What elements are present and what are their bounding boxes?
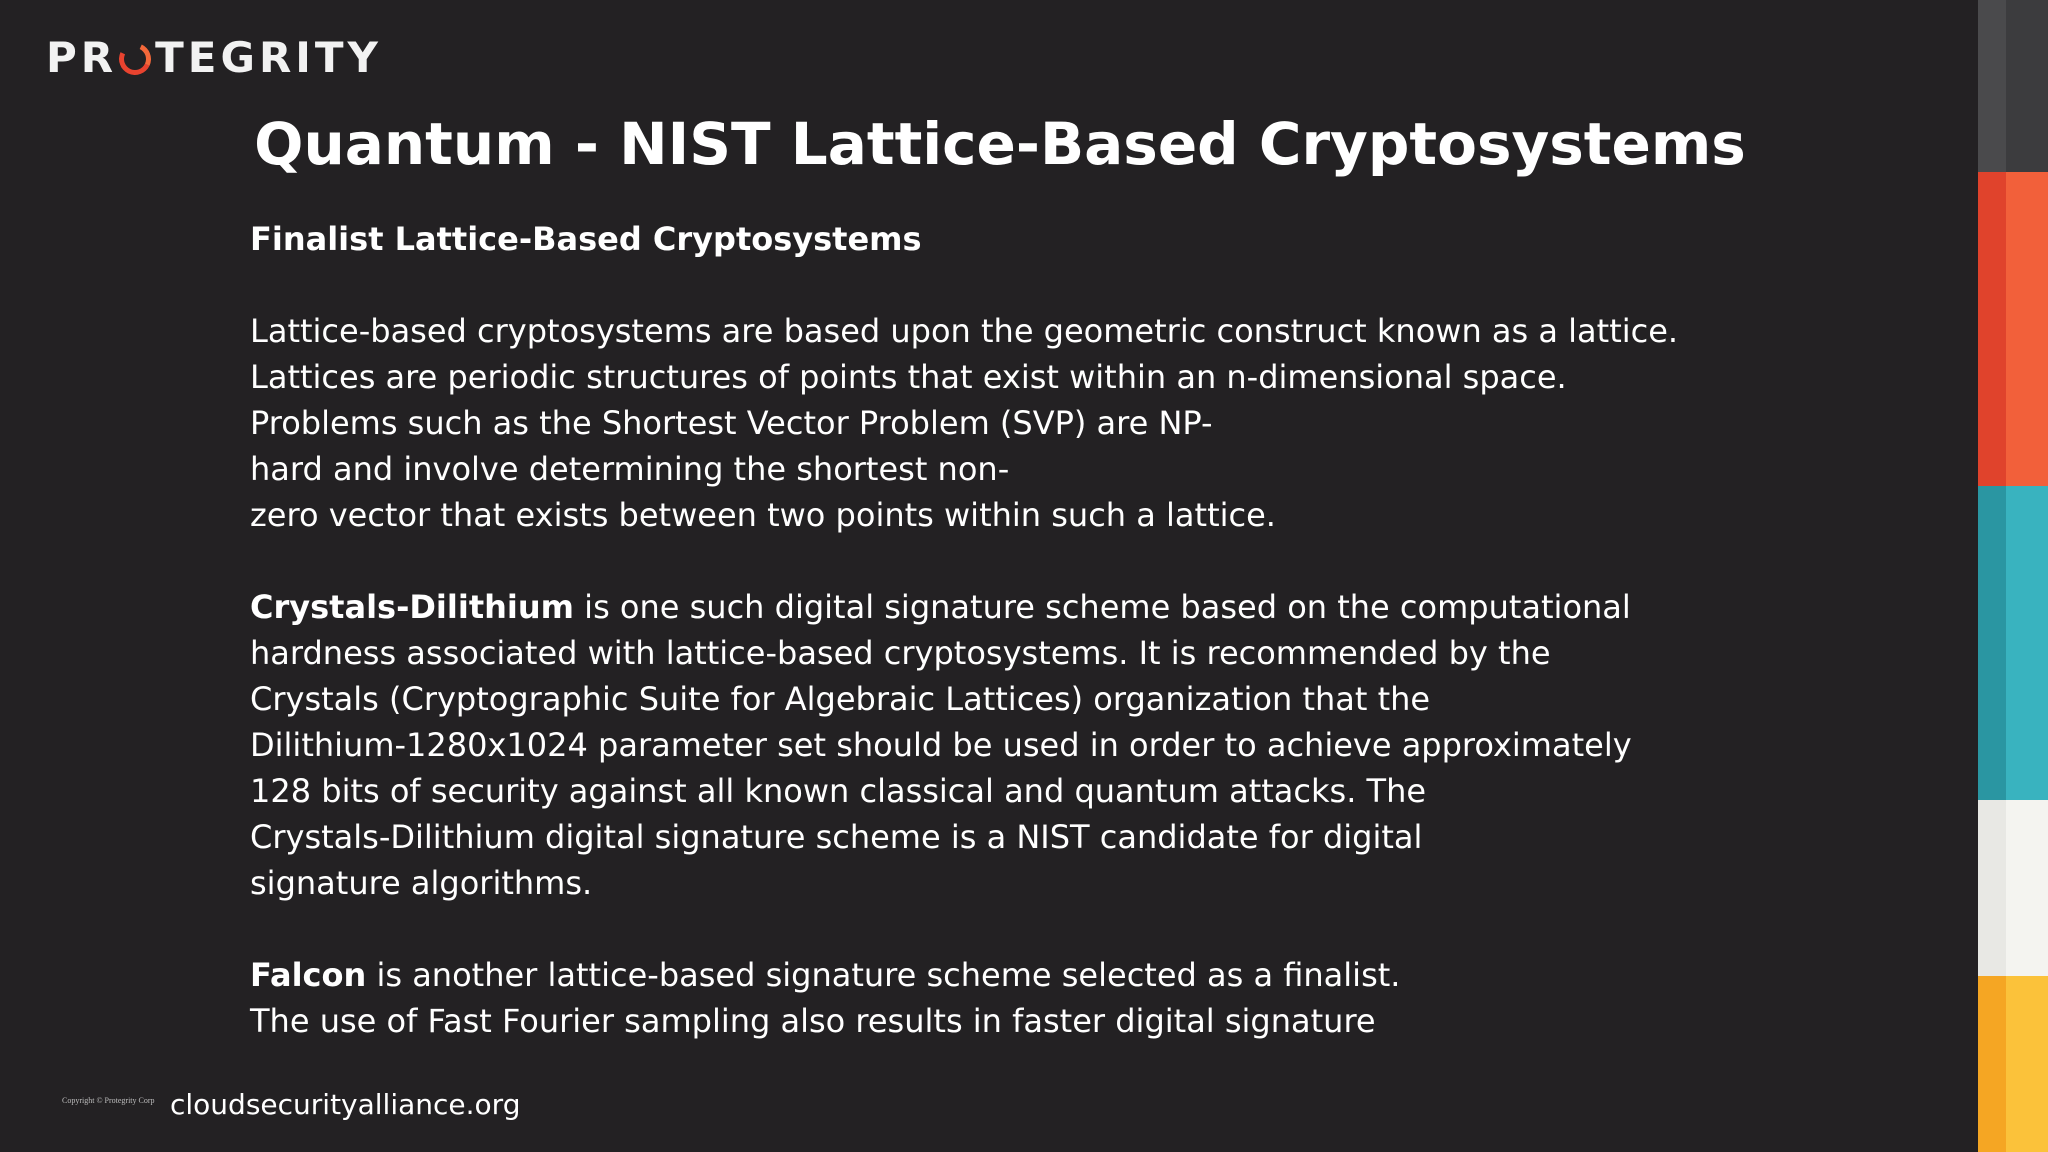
stripe-red-right: [2006, 172, 2048, 486]
stripe-gray: [1978, 0, 2048, 172]
para2-line: Crystals (Cryptographic Suite for Algebraic Lattices) organization that the: [250, 680, 1431, 718]
stripe-yellow-left: [1978, 976, 2006, 1152]
spacer: [250, 262, 1650, 308]
para1-line: Lattice-based cryptosystems are based upon the geometric construct known as a lattice.: [250, 312, 1679, 350]
stripe-teal-right: [2006, 486, 2048, 800]
spacer: [250, 906, 1650, 952]
para1-line: hard and involve determining the shortest non-: [250, 450, 1010, 488]
para1-line: zero vector that exists between two points within such a lattice.: [250, 496, 1276, 534]
para2-first-line: [250, 584, 1650, 630]
para2-line: signature algorithms.: [250, 864, 593, 902]
stripe-gray-left: [1978, 0, 2006, 172]
para2-line: Crystals-Dilithium digital signature scheme is a NIST candidate for digital: [250, 818, 1423, 856]
para1-line: Problems such as the Shortest Vector Problem (SVP) are NP-: [250, 404, 1213, 442]
logo-text-suffix: TEGRITY: [155, 33, 382, 82]
spacer: [250, 538, 1650, 584]
stripe-white-right: [2006, 800, 2048, 976]
stripe-gray-right: [2006, 0, 2048, 172]
stripe-teal: [1978, 486, 2048, 800]
stripe-white-left: [1978, 800, 2006, 976]
para1-line: Lattices are periodic structures of points that exist within an n-dimensional space.: [250, 358, 1567, 396]
term-crystals-dilithium: Crystals-Dilithium: [250, 588, 574, 626]
para2-line: 128 bits of security against all known classical and quantum attacks. The: [250, 772, 1427, 810]
stripe-teal-left: [1978, 486, 2006, 800]
footer-url: cloudsecurityalliance.org: [170, 1088, 521, 1121]
logo-text-prefix: PR: [46, 33, 118, 82]
stripe-yellow: [1978, 976, 2048, 1152]
term-falcon: Falcon: [250, 956, 367, 994]
stripe-red: [1978, 172, 2048, 486]
footer-copyright: Copyright © Protegrity Corp: [62, 1096, 155, 1105]
slide-title: Quantum - NIST Lattice-Based Cryptosystems: [254, 110, 1746, 178]
stripe-red-left: [1978, 172, 2006, 486]
para2-line: Dilithium-1280x1024 parameter set should be used in order to achieve approximately: [250, 726, 1632, 764]
decorative-color-stripes: [1978, 0, 2048, 1152]
stripe-white: [1978, 800, 2048, 976]
protegrity-logo: [46, 33, 382, 82]
para2-line: hardness associated with lattice-based cryptosystems. It is recommended by the: [250, 634, 1551, 672]
logo-o-mark-icon: [115, 38, 156, 79]
slide-body: [250, 216, 1679, 1044]
para3-first-line: [250, 952, 1650, 998]
para2-first-line-rest: is one such digital signature scheme based on the computational: [574, 588, 1631, 626]
stripe-yellow-right: [2006, 976, 2048, 1152]
para3-first-line-rest: is another lattice-based signature scheme selected as a finalist.: [366, 956, 1401, 994]
section-subhead: Finalist Lattice-Based Cryptosystems: [250, 220, 922, 258]
para3-line: The use of Fast Fourier sampling also results in faster digital signature: [250, 1002, 1376, 1040]
